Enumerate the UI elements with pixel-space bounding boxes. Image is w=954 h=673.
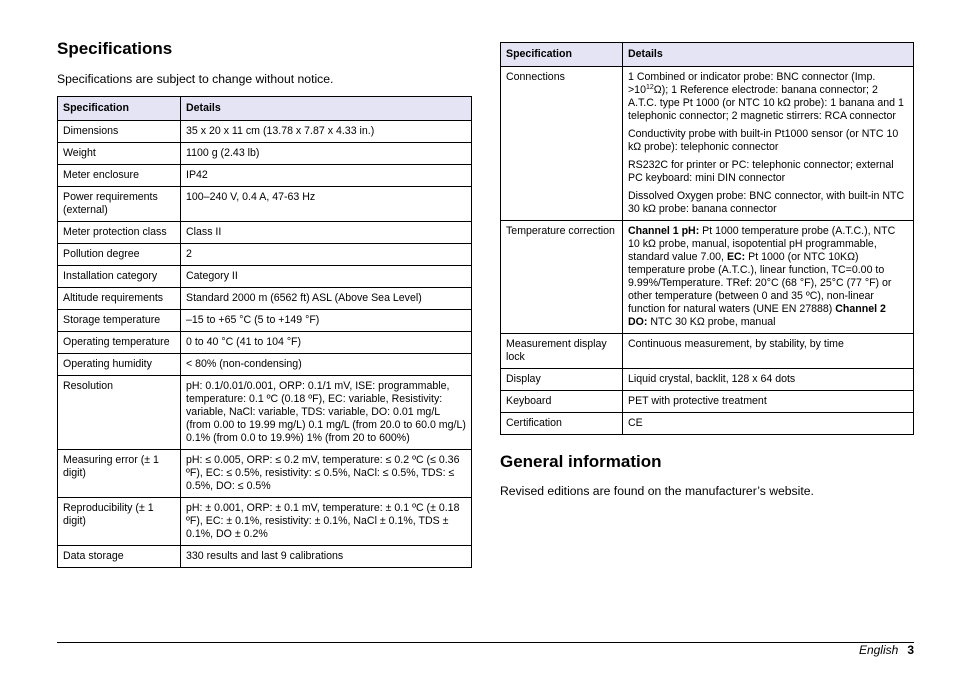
general-information-text: Revised editions are found on the manufacturer’s website. [500,484,814,498]
spec-cell: Data storage [58,546,181,568]
spec-cell: Connections [501,67,623,221]
details-cell: 35 x 20 x 11 cm (13.78 x 7.87 x 4.33 in.) [181,121,472,143]
spec-cell: Measurement display lock [501,334,623,369]
table-row [58,310,472,332]
details-cell: pH: ≤ 0.005, ORP: ≤ 0.2 mV, temperature: ≤ 0.2 ºC (≤ 0.36 ºF), EC: ≤ 0.5%, resistivity: ≤ 0.5%, NaCl: ≤ 0.5%, TDS: ≤ 0.5%, DO: ≤ 0.5% [181,450,472,498]
specifications-note: Specifications are subject to change without notice. [57,72,334,86]
details-cell: Liquid crystal, backlit, 128 x 64 dots [623,369,914,391]
details-cell: 100–240 V, 0.4 A, 47-63 Hz [181,187,472,222]
table-row [501,369,914,391]
left-column [57,38,472,568]
table-row [58,143,472,165]
details-cell: Class II [181,222,472,244]
spec-cell: Operating temperature [58,332,181,354]
specifications-table [57,96,472,568]
spec-cell: Reproducibility (± 1 digit) [58,498,181,546]
section-title-specifications: Specifications [57,39,173,58]
table-row [58,121,472,143]
connections-paragraph-3: RS232C for printer or PC: telephonic connector; external PC keyboard: mini DIN connector [628,159,894,184]
table-header-row [58,97,472,121]
page-number: 3 [907,643,914,657]
details-cell: 2 [181,244,472,266]
footer-divider [57,642,914,643]
channel-2-text: NTC 30 KΩ probe, manual [647,316,776,328]
channel-2-label: Channel 2 DO: [628,303,886,328]
spec-cell: Altitude requirements [58,288,181,310]
table-header-row [501,43,914,67]
details-cell: Category II [181,266,472,288]
spec-cell: Storage temperature [58,310,181,332]
spec-cell: Meter protection class [58,222,181,244]
table-row [58,222,472,244]
superscript-exponent: 12 [645,84,654,91]
table-row [58,450,472,498]
details-cell: 330 results and last 9 calibrations [181,546,472,568]
table-row [58,546,472,568]
spec-cell: Meter enclosure [58,165,181,187]
table-row [58,187,472,222]
table-row [501,391,914,413]
connections-paragraph-4: Dissolved Oxygen probe: BNC connector, with built-in NTC 30 kΩ probe: banana connector [628,190,905,215]
details-cell: pH: 0.1/0.01/0.001, ORP: 0.1/1 mV, ISE: programmable, temperature: 0.1 ºC (0.18 ºF), EC: variable, Resistivity: variable, NaCl: variable, TDS: variable, DO: 0.01 mg/L (from 0.00 to 19.99 mg/L) 0.1 mg/L (from 20.0 to 60.0 mg/L) 0.1% (from 0.0 to 19.9%) 1% (from 20 to 600%) [181,376,472,450]
table-row [58,498,472,546]
details-cell: 1100 g (2.43 lb) [181,143,472,165]
footer-language: English [858,643,899,657]
connections-text: 1 Combined or indicator probe: BNC connector (Imp. >10 [628,71,876,96]
table-row [501,334,914,369]
spec-cell: Certification [501,413,623,435]
details-cell: PET with protective treatment [623,391,914,413]
spec-cell: Measuring error (± 1 digit) [58,450,181,498]
details-cell [623,221,914,334]
details-cell: Standard 2000 m (6562 ft) ASL (Above Sea Level) [181,288,472,310]
spec-cell: Operating humidity [58,354,181,376]
table-row [58,266,472,288]
spec-cell: Resolution [58,376,181,450]
table-row-connections [501,67,914,221]
channel-1-text: Pt 1000 temperature probe (A.T.C.), NTC 10 kΩ probe, manual, isopotential pH programmable, standard value 7.00, [628,225,896,263]
connections-paragraph-2: Conductivity probe with built-in Pt1000 sensor (or NTC 10 kΩ probe): telephonic connector [628,128,899,153]
table-row [58,376,472,450]
details-cell [623,67,914,221]
spec-cell: Power requirements (external) [58,187,181,222]
spec-cell: Pollution degree [58,244,181,266]
page-footer [859,643,914,657]
table-row [58,288,472,310]
spec-cell: Temperature correction [501,221,623,334]
spec-cell: Weight [58,143,181,165]
details-cell: IP42 [181,165,472,187]
details-cell: –15 to +65 °C (5 to +149 °F) [181,310,472,332]
connections-paragraph-1 [628,71,908,123]
channel-1-label: Channel 1 pH: [628,225,700,237]
table-row [58,165,472,187]
table-row [58,244,472,266]
table-row-temperature-correction [501,221,914,334]
ec-label: EC: [726,251,746,263]
details-cell: 0 to 40 °C (41 to 104 °F) [181,332,472,354]
spec-cell: Installation category [58,266,181,288]
table-row [58,354,472,376]
column-header-specification: Specification [58,97,181,121]
spec-cell: Display [501,369,623,391]
table-row [58,332,472,354]
ec-text: Pt 1000 (or NTC 10KΩ) temperature probe (A.T.C.), linear function, TC=0.00 to 9.99%/Temperature. TRef: 20°C (68 °F), 25°C (77 °F) or other temperature (between 0 and 35 ºC), non-linear function for natural waters (UNE EN 27888) [628,251,892,315]
spec-cell: Keyboard [501,391,623,413]
right-column [500,42,914,508]
details-cell: < 80% (non-condensing) [181,354,472,376]
spec-cell: Dimensions [58,121,181,143]
table-row [501,413,914,435]
column-header-details: Details [623,43,914,67]
section-title-general-information: General information [500,452,662,471]
specifications-table-continued [500,42,914,435]
details-cell: pH: ± 0.001, ORP: ± 0.1 mV, temperature: ± 0.1 ºC (± 0.18 ºF), EC: ± 0.1%, resistivity: ± 0.1%, NaCl ± 0.1%, TDS ± 0.1%, DO ± 0.2% [181,498,472,546]
column-header-specification: Specification [501,43,623,67]
details-cell: CE [623,413,914,435]
connections-text: Ω); 1 Reference electrode: banana connector; 2 A.T.C. type Pt 1000 (or NTC 10 kΩ probe): 1 banana and 1 telephonic connector; 2 magnetic stirrers: RCA connector [628,84,904,122]
column-header-details: Details [181,97,472,121]
details-cell: Continuous measurement, by stability, by time [623,334,914,369]
